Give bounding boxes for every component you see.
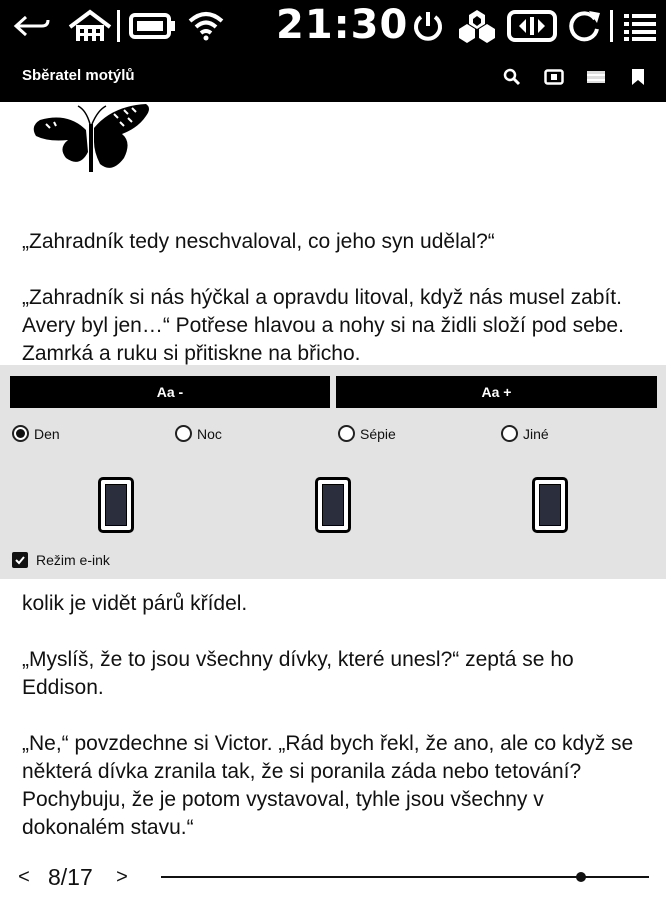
paragraph: kolik je vidět párů křídel.	[22, 592, 248, 615]
back-arrow-icon[interactable]	[10, 8, 54, 44]
theme-radio-day[interactable]	[12, 425, 60, 442]
apps-icon[interactable]	[454, 8, 500, 44]
butterfly-illustration	[28, 102, 154, 182]
paragraph: „Zahradník si nás hýčkal a opravdu litoval, když nás musel zabít. Avery byl jen…“ Potřese hlavou a nohy si na židli složí pod sebe. Zamrká a ruku si přitiskne na břicho.	[22, 286, 624, 365]
orientation-landscape-icon[interactable]	[532, 477, 568, 533]
status-bar	[0, 0, 666, 52]
bookmark-icon[interactable]	[626, 65, 650, 89]
radio-empty-icon	[501, 425, 518, 442]
orientation-auto-icon[interactable]	[315, 477, 351, 533]
clock: 21:30	[276, 2, 409, 48]
menu-icon[interactable]	[618, 8, 662, 44]
search-icon[interactable]	[500, 65, 524, 89]
status-separator	[610, 10, 613, 42]
display-icon[interactable]	[542, 65, 566, 89]
eink-mode-label: Režim e-ink	[36, 552, 110, 568]
page-number: 8/17	[48, 864, 93, 890]
book-title: Sběratel motýlů	[22, 67, 135, 84]
home-icon[interactable]	[66, 8, 114, 44]
orientation-portrait-icon[interactable]	[98, 477, 134, 533]
theme-radio-sepia[interactable]	[338, 425, 396, 442]
theme-label: Noc	[197, 425, 222, 442]
radio-empty-icon	[338, 425, 355, 442]
prev-page-button[interactable]: <	[18, 866, 30, 888]
power-icon[interactable]	[408, 8, 448, 44]
app-bar	[0, 52, 666, 102]
page-text-top	[22, 228, 652, 368]
contents-icon[interactable]	[584, 65, 608, 89]
reading-progress-handle[interactable]	[576, 872, 586, 882]
checkmark-icon	[12, 552, 28, 568]
theme-radio-other[interactable]	[501, 425, 549, 442]
battery-icon	[128, 8, 178, 44]
screen-toggle-icon[interactable]	[506, 8, 558, 44]
font-decrease-button[interactable]: Aa -	[10, 376, 330, 408]
page-text-bottom	[22, 590, 652, 842]
reading-settings-panel	[0, 365, 666, 579]
theme-label: Jiné	[523, 425, 549, 442]
radio-selected-icon	[12, 425, 29, 442]
refresh-icon[interactable]	[564, 8, 604, 44]
status-separator	[117, 10, 120, 42]
theme-label: Sépie	[360, 425, 396, 442]
radio-empty-icon	[175, 425, 192, 442]
paragraph: „Myslíš, že to jsou všechny dívky, které unesl?“ zeptá se ho Eddison.	[22, 648, 574, 699]
paragraph: „Zahradník tedy neschvaloval, co jeho syn udělal?“	[22, 230, 495, 253]
next-page-button[interactable]: >	[116, 866, 128, 888]
theme-radio-night[interactable]	[175, 425, 222, 442]
eink-mode-checkbox[interactable]	[12, 552, 110, 568]
font-increase-button[interactable]: Aa +	[336, 376, 657, 408]
paragraph: „Ne,“ povzdechne si Victor. „Rád bych řekl, že ano, ale co když se některá dívka zranila tak, že si poranila záda nebo tetování? Pochybuju, že je potom vystavoval, tyhle jsou všechny v dokonalém stavu.“	[22, 732, 634, 839]
theme-label: Den	[34, 425, 60, 442]
wifi-icon	[186, 8, 226, 44]
page-navigation	[0, 860, 666, 900]
